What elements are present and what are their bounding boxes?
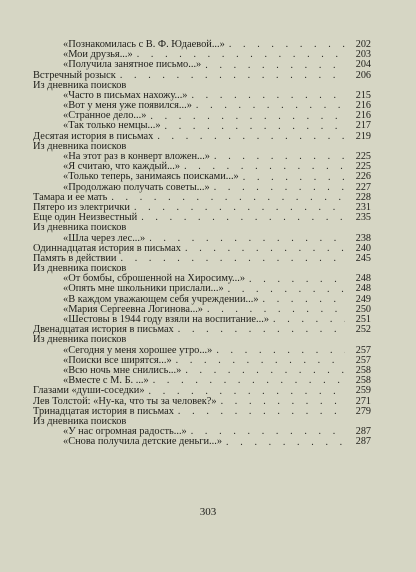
table-of-contents [33, 40, 371, 448]
toc-entry-page: 259 [355, 385, 371, 397]
toc-entry-title: «Снова получила детские деньги...» [63, 436, 223, 448]
toc-entry-page: 248 [355, 273, 371, 285]
toc-entry-page: 228 [355, 191, 371, 203]
toc-entry-title: «Получила занятное письмо...» [63, 59, 202, 71]
dot-leader [121, 254, 346, 264]
toc-entry-title: «Часто в письмах нахожу...» [63, 89, 188, 101]
toc-entry-page: 219 [355, 130, 371, 142]
toc-entry-page: 217 [355, 120, 371, 132]
dot-leader [157, 132, 345, 142]
toc-entry-page: 287 [355, 436, 371, 448]
toc-entry-page: 252 [355, 324, 371, 336]
toc-entry-page: 216 [355, 100, 371, 112]
toc-entry-title: «Всю ночь мне снились...» [63, 364, 182, 376]
dot-leader [134, 203, 345, 213]
toc-entry-title: «Шла через лес...» [63, 232, 146, 244]
toc-entry-title: «Вот у меня уже появился...» [63, 100, 192, 112]
toc-entry-title: Память в действии [33, 252, 117, 264]
toc-entry-page: 271 [355, 395, 371, 407]
toc-entry-title: «От бомбы, сброшенной на Хиросиму...» [63, 273, 246, 285]
dot-leader [120, 71, 345, 81]
dot-leader [249, 275, 345, 285]
toc-entry-title: Из дневника поисков [33, 222, 127, 234]
toc-entry-page: 249 [355, 293, 371, 305]
toc-entry-title: «Странное дело...» [63, 110, 147, 122]
dot-leader [243, 173, 345, 183]
toc-entry-page: 225 [355, 151, 371, 163]
dot-leader [111, 193, 345, 203]
dot-leader [153, 376, 345, 386]
toc-entry-title: «Сегодня у меня хорошее утро...» [63, 344, 213, 356]
dot-leader [196, 101, 345, 111]
toc-entry-title: Из дневника поисков [33, 263, 127, 275]
toc-entry-title: Пятеро из электрички [33, 201, 130, 213]
toc-entry-title: Одиннадцатая история в письмах [33, 242, 181, 254]
toc-entry-page: 231 [355, 201, 371, 213]
toc-entry-title: Из дневника поисков [33, 334, 127, 346]
toc-entry-page: 250 [355, 303, 371, 315]
dot-leader [214, 152, 345, 162]
toc-entry-title: «Только теперь, занимаясь поисками...» [63, 171, 239, 183]
toc-entry-title: Лев Толстой: «Ну-ка, что ты за человек?» [33, 395, 217, 407]
toc-entry-page: 227 [355, 181, 371, 193]
toc-entry-page: 287 [355, 426, 371, 438]
toc-entry-page: 245 [355, 252, 371, 264]
dot-leader [178, 407, 345, 417]
toc-entry-title: «Вместе с М. Б. ...» [63, 375, 149, 387]
dot-leader [150, 112, 345, 122]
toc-entry-title: «В каждом уважающем себя учреждении...» [63, 293, 259, 305]
toc-entry-title: Глазами «души-соседки» [33, 385, 145, 397]
toc-entry-page: 248 [355, 283, 371, 295]
dot-leader [226, 438, 345, 448]
dot-leader [273, 315, 345, 325]
toc-entry-title: Встречный розыск [33, 69, 116, 81]
toc-entry-page: 204 [355, 59, 371, 71]
toc-entry-page: 216 [355, 110, 371, 122]
toc-entry-page: 238 [355, 232, 371, 244]
dot-leader [176, 356, 345, 366]
toc-entry-title: «Познакомилась с В. Ф. Юдаевой...» [63, 38, 225, 50]
toc-entry-page: 257 [355, 344, 371, 356]
toc-entry-title: Из дневника поисков [33, 415, 127, 427]
toc-entry-title: Из дневника поисков [33, 140, 127, 152]
toc-entry-page: 279 [355, 405, 371, 417]
toc-entry-page: 226 [355, 171, 371, 183]
toc-entry-title: Двенадцатая история в письмах [33, 324, 174, 336]
dot-leader [263, 295, 345, 305]
toc-entry-page: 203 [355, 49, 371, 61]
toc-entry-title: «Опять мне школьники прислали...» [63, 283, 224, 295]
dot-leader [221, 397, 345, 407]
dot-leader [165, 122, 345, 132]
dot-leader [185, 244, 345, 254]
toc-entry-title: Десятая история в письмах [33, 130, 154, 142]
dot-leader [214, 183, 345, 193]
toc-entry-title: «Продолжаю получать советы...» [63, 181, 210, 193]
toc-entry-page: 202 [355, 38, 371, 50]
toc-entry-title: Тринадцатая история в письмах [33, 405, 174, 417]
toc-entry-page: 235 [355, 212, 371, 224]
toc-entry-page: 257 [355, 354, 371, 366]
dot-leader [205, 61, 345, 71]
toc-entry-page: 258 [355, 375, 371, 387]
toc-entry-page: 258 [355, 364, 371, 376]
dot-leader [141, 213, 345, 223]
toc-entry-title: «Поиски все ширятся...» [63, 354, 172, 366]
toc-entry-title: Тамара и ее мать [33, 191, 108, 203]
toc-entry-title: «Так только немцы...» [63, 120, 161, 132]
toc-entry-title: «На этот раз в конверт вложен...» [63, 151, 211, 163]
dot-leader [229, 40, 345, 50]
toc-entry [33, 437, 371, 447]
toc-entry-page: 225 [355, 161, 371, 173]
page-number: 303 [199, 506, 217, 518]
toc-entry-title: «У нас огромная радость...» [63, 426, 187, 438]
dot-leader [191, 91, 345, 101]
toc-entry-title: Еще один Неизвестный [33, 212, 138, 224]
toc-entry-page: 251 [355, 314, 371, 326]
toc-entry-title: «Шестовы в 1944 году взяли на воспитание...» [63, 314, 270, 326]
dot-leader [178, 325, 345, 335]
toc-entry-title: Из дневника поисков [33, 79, 127, 91]
dot-leader [130, 224, 345, 234]
toc-entry-page: 215 [355, 89, 371, 101]
toc-entry-page: 240 [355, 242, 371, 254]
dot-leader [216, 346, 345, 356]
toc-entry-title: «Мария Сергеевна Логинова...» [63, 303, 203, 315]
dot-leader [185, 366, 345, 376]
toc-entry-title: «Мои друзья...» [63, 49, 133, 61]
toc-entry-title: «Я считаю, что каждый...» [63, 161, 181, 173]
toc-entry-page: 206 [355, 69, 371, 81]
